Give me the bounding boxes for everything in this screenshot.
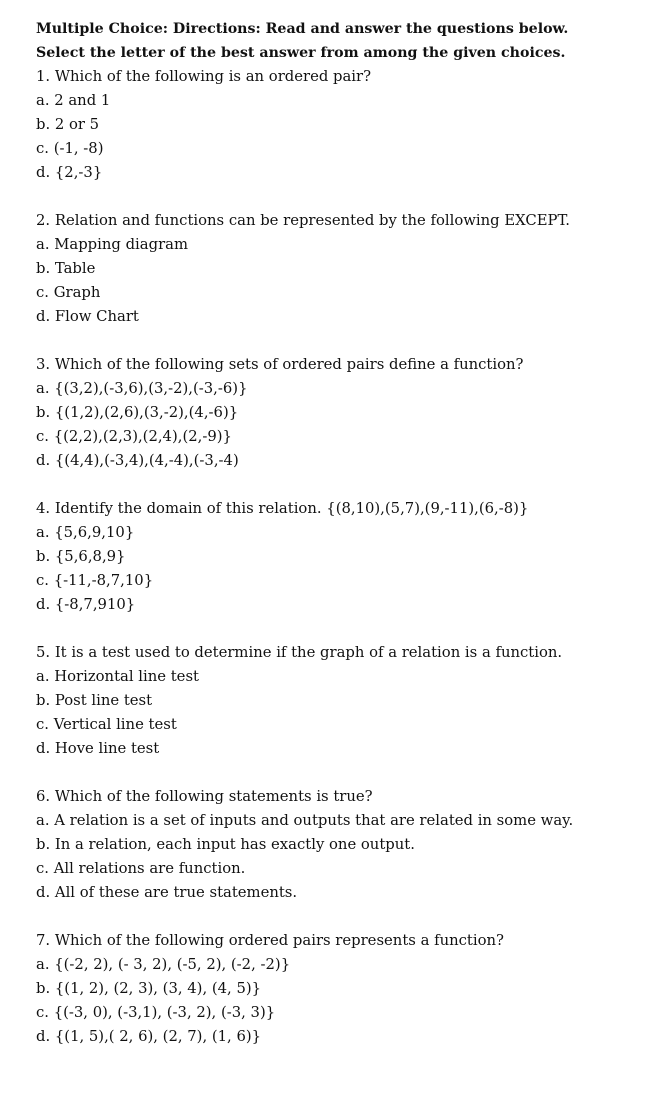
question-stem: 7. Which of the following ordered pairs represents a function? [36, 932, 504, 949]
choice-a: a. {(3,2),(-3,6),(3,-2),(-3,-6)} [36, 380, 248, 397]
choice-a: a. 2 and 1 [36, 92, 111, 109]
choice-a: a. {5,6,9,10} [36, 524, 135, 541]
question-5 [36, 641, 636, 761]
directions-line-2: Select the letter of the best answer from among the given choices. [36, 45, 566, 61]
choice-d: d. {(4,4),(-3,4),(4,-4),(-3,-4) [36, 452, 239, 469]
choice-b: b. {5,6,8,9} [36, 548, 126, 565]
choice-c: c. {(2,2),(2,3),(2,4),(2,-9)} [36, 428, 232, 445]
worksheet [36, 17, 636, 1049]
question-stem: 1. Which of the following is an ordered pair? [36, 68, 372, 85]
choice-b: b. Post line test [36, 692, 153, 709]
choice-c: c. (-1, -8) [36, 140, 104, 157]
choice-b: b. In a relation, each input has exactly one output. [36, 836, 415, 853]
choice-c: c. {-11,-8,7,10} [36, 572, 154, 589]
question-stem: 4. Identify the domain of this relation. {(8,10),(5,7),(9,-11),(6,-8)} [36, 500, 529, 517]
question-2 [36, 209, 636, 329]
directions-line-1: Multiple Choice: Directions: Read and answer the questions below. [36, 21, 569, 37]
choice-a: a. {(-2, 2), (- 3, 2), (-5, 2), (-2, -2)} [36, 956, 291, 973]
choice-a: a. A relation is a set of inputs and outputs that are related in some way. [36, 812, 574, 829]
choice-a: a. Horizontal line test [36, 668, 199, 685]
question-6 [36, 785, 636, 905]
choice-c: c. {(-3, 0), (-3,1), (-3, 2), (-3, 3)} [36, 1004, 276, 1021]
question-4 [36, 497, 636, 617]
choice-d: d. Flow Chart [36, 308, 139, 325]
choice-d: d. All of these are true statements. [36, 884, 298, 901]
question-stem: 2. Relation and functions can be represented by the following EXCEPT. [36, 212, 570, 229]
choice-b: b. Table [36, 260, 96, 277]
question-7 [36, 929, 636, 1049]
choice-d: d. {-8,7,910} [36, 596, 136, 613]
choice-d: d. Hove line test [36, 740, 160, 757]
choice-c: c. Vertical line test [36, 716, 177, 733]
question-stem: 6. Which of the following statements is true? [36, 788, 373, 805]
choice-a: a. Mapping diagram [36, 236, 189, 253]
question-stem: 3. Which of the following sets of ordered pairs define a function? [36, 356, 524, 373]
choice-c: c. Graph [36, 284, 101, 301]
choice-c: c. All relations are function. [36, 860, 246, 877]
choice-d: d. {(1, 5),( 2, 6), (2, 7), (1, 6)} [36, 1028, 262, 1045]
question-stem: 5. It is a test used to determine if the graph of a relation is a function. [36, 644, 563, 661]
question-3 [36, 353, 636, 473]
choice-b: b. {(1, 2), (2, 3), (3, 4), (4, 5)} [36, 980, 262, 997]
choice-d: d. {2,-3} [36, 164, 103, 181]
question-1 [36, 65, 636, 185]
choice-b: b. 2 or 5 [36, 116, 100, 133]
choice-b: b. {(1,2),(2,6),(3,-2),(4,-6)} [36, 404, 239, 421]
